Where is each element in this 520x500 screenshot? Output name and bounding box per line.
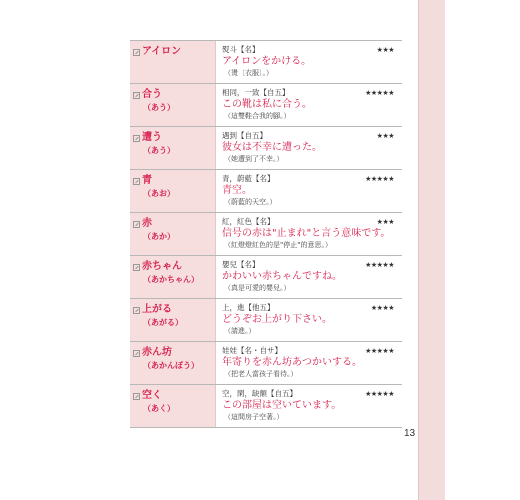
word-line: [133, 88, 215, 102]
meaning-pos: 青，蔚藍【名】: [222, 174, 275, 183]
vocab-word: 合う: [142, 89, 162, 100]
example-translation: （蔚藍的天空。）: [224, 198, 277, 206]
example-sentence: かわいい赤ちゃんですね。: [222, 271, 342, 282]
page-number: 13: [404, 428, 416, 439]
vocab-reading: （あお）: [143, 189, 175, 198]
example-translation: （真是可愛的嬰兒。）: [224, 284, 291, 292]
vocab-word: 赤ん坊: [142, 347, 172, 358]
entry-word-cell: [130, 41, 216, 83]
page-edge-tab: [418, 0, 445, 500]
meaning-pos: 相同，一致【自五】: [222, 88, 290, 97]
checkbox-icon[interactable]: [133, 350, 140, 357]
vocab-word: 遭う: [142, 132, 162, 143]
meaning-pos: 嬰兒【名】: [222, 260, 260, 269]
vocab-entry: [130, 256, 402, 299]
example-sentence: この部屋は空いています。: [222, 400, 342, 411]
example-sentence: どうぞお上がり下さい。: [222, 314, 332, 325]
checkbox-icon[interactable]: [133, 221, 140, 228]
vocab-reading: （あかんぼう）: [143, 361, 199, 370]
vocab-reading: （あう）: [143, 103, 175, 112]
frequency-stars: ★★★★★: [365, 347, 394, 355]
entry-word-cell: [130, 299, 216, 341]
vocabulary-table: [130, 40, 402, 428]
entry-detail-cell: [216, 299, 402, 341]
word-line: [133, 131, 215, 145]
entry-word-cell: [130, 170, 216, 212]
entry-detail-cell: [216, 127, 402, 169]
vocab-word: 上がる: [142, 304, 172, 315]
entry-detail-cell: [216, 84, 402, 126]
frequency-stars: ★★★: [376, 132, 394, 140]
frequency-stars: ★★★★★: [365, 261, 394, 269]
meaning-pos: 熨斗【名】: [222, 45, 260, 54]
meaning-pos: 空，閑，缺額【自五】: [222, 389, 297, 398]
vocab-reading: （あう）: [143, 146, 175, 155]
vocab-reading: （あかちゃん）: [143, 275, 199, 284]
checkbox-icon[interactable]: [133, 92, 140, 99]
vocab-entry: [130, 127, 402, 170]
frequency-stars: ★★★★★: [365, 89, 394, 97]
word-line: [133, 260, 215, 274]
checkbox-icon[interactable]: [133, 264, 140, 271]
checkbox-icon[interactable]: [133, 178, 140, 185]
example-translation: （紅燈燈紅色的是"停止"的意思。）: [224, 241, 332, 249]
example-translation: （請進。）: [224, 327, 256, 335]
example-sentence: 青空。: [222, 185, 252, 196]
word-line: [133, 45, 215, 59]
vocab-word: アイロン: [142, 46, 182, 57]
vocab-reading: （あがる）: [143, 318, 183, 327]
entry-word-cell: [130, 385, 216, 427]
example-translation: （把老人當孩子看待。）: [224, 370, 298, 378]
checkbox-icon[interactable]: [133, 135, 140, 142]
meaning-pos: 紅，紅色【名】: [222, 217, 275, 226]
vocab-reading: （あか）: [143, 232, 175, 241]
vocab-word: 青: [142, 175, 152, 186]
entry-detail-cell: [216, 256, 402, 298]
vocab-entry: [130, 342, 402, 385]
checkbox-icon[interactable]: [133, 307, 140, 314]
frequency-stars: ★★★: [376, 218, 394, 226]
entry-detail-cell: [216, 170, 402, 212]
word-line: [133, 217, 215, 231]
frequency-stars: ★★★★★: [365, 390, 394, 398]
entry-detail-cell: [216, 213, 402, 255]
example-sentence: 彼女は不幸に遭った。: [222, 142, 322, 153]
word-line: [133, 346, 215, 360]
vocab-entry: [130, 385, 402, 428]
vocab-entry: [130, 41, 402, 84]
frequency-stars: ★★★★: [370, 304, 394, 312]
entry-detail-cell: [216, 342, 402, 384]
example-sentence: この靴は私に合う。: [222, 99, 312, 110]
vocab-word: 赤ちゃん: [142, 261, 182, 272]
word-line: [133, 303, 215, 317]
example-sentence: アイロンをかける。: [222, 56, 312, 67]
meaning-pos: 遇到【自五】: [222, 131, 267, 140]
example-translation: （燙〔衣服〕。）: [224, 69, 273, 77]
checkbox-icon[interactable]: [133, 393, 140, 400]
vocab-entry: [130, 170, 402, 213]
vocab-word: 赤: [142, 218, 152, 229]
vocab-entry: [130, 84, 402, 127]
vocab-entry: [130, 213, 402, 256]
entry-detail-cell: [216, 41, 402, 83]
frequency-stars: ★★★: [376, 46, 394, 54]
entry-word-cell: [130, 84, 216, 126]
checkbox-icon[interactable]: [133, 49, 140, 56]
entry-detail-cell: [216, 385, 402, 427]
entry-word-cell: [130, 213, 216, 255]
word-line: [133, 174, 215, 188]
meaning-pos: 上，進【他五】: [222, 303, 275, 312]
entry-word-cell: [130, 342, 216, 384]
example-sentence: 信号の赤は"止まれ"と言う意味です。: [222, 228, 391, 239]
example-translation: （這雙鞋合我的腳。）: [224, 112, 291, 120]
example-sentence: 年寄りを赤ん坊あつかいする。: [222, 357, 362, 368]
example-translation: （這間房子空著。）: [224, 413, 284, 421]
entry-word-cell: [130, 127, 216, 169]
vocab-word: 空く: [142, 390, 162, 401]
meaning-pos: 娃娃【名・自サ】: [222, 346, 282, 355]
example-translation: （她遭到了不幸。）: [224, 155, 284, 163]
word-line: [133, 389, 215, 403]
vocab-entry: [130, 299, 402, 342]
frequency-stars: ★★★★★: [365, 175, 394, 183]
vocab-reading: （あく）: [143, 404, 175, 413]
entry-word-cell: [130, 256, 216, 298]
